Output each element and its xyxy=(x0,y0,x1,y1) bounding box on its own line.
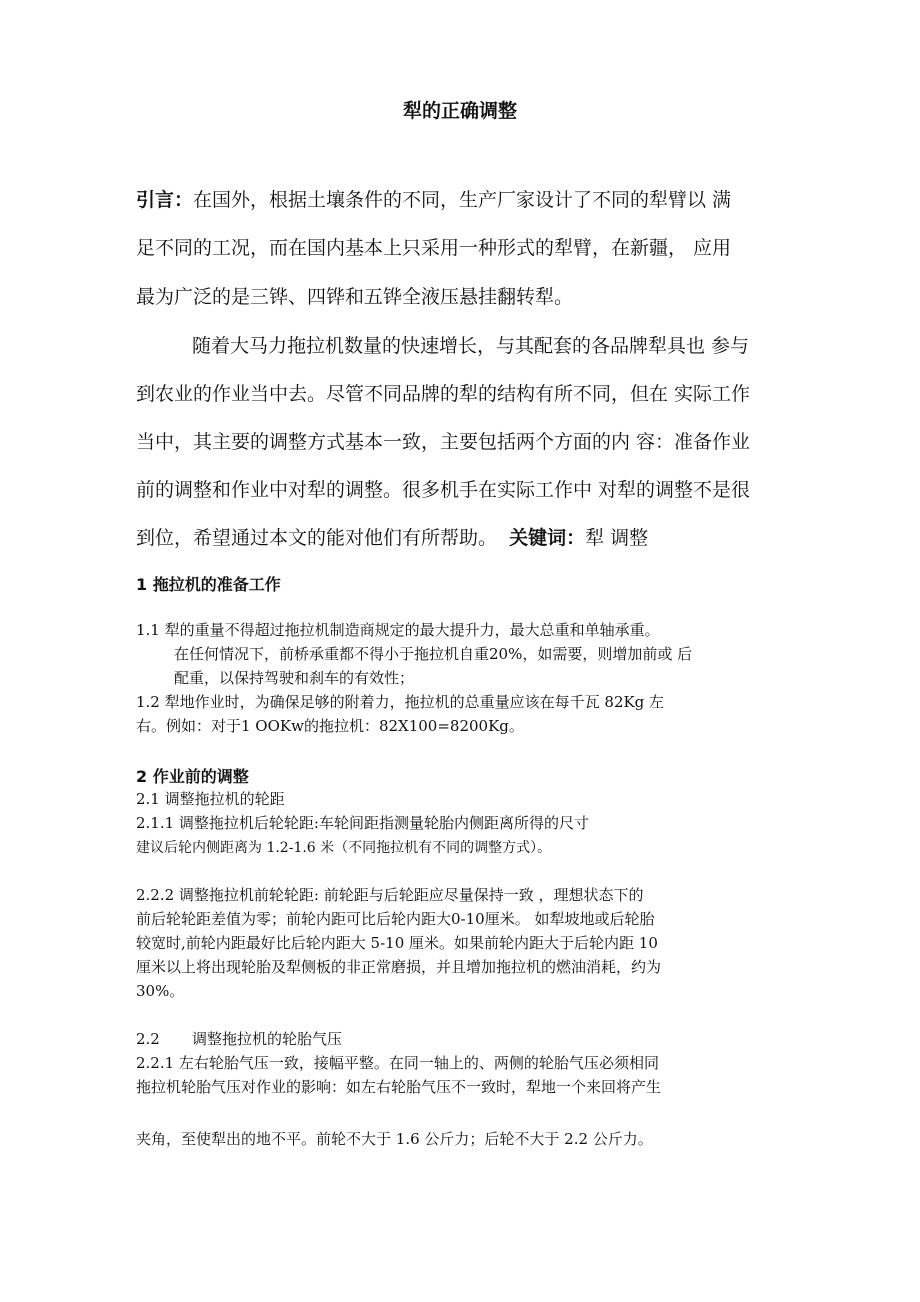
intro-line-2: 足不同的工况，而在国内基本上只采用一种形式的犁臂，在新疆， 应用 xyxy=(136,237,732,259)
para-2-2-2-line-3: 较宽时,前轮内距最好比后轮内距大 5-10 厘米。如果前轮内距大于后轮内距 10 xyxy=(136,934,658,952)
sub-2-2-number: 2.2 xyxy=(136,1030,160,1048)
para-1-1-line-1: 1.1 犁的重量不得超过拖拉机制造商规定的最大提升力，最大总重和单轴承重。 xyxy=(136,621,660,639)
para-2-2-2-line-4: 厘米以上将出现轮胎及犁侧板的非正常磨损，并且增加拖拉机的燃油消耗，约为 xyxy=(136,958,662,976)
para2-line-3: 当中，其主要的调整方式基本一致，主要包括两个方面的内 容：准备作业 xyxy=(136,431,751,453)
page-title: 犁的正确调整 xyxy=(402,100,517,122)
para-1-1-line-3: 配重，以保持驾驶和刹车的有效性； xyxy=(174,669,415,687)
para-2-2-1-line-2: 拖拉机轮胎气压对作业的影响：如左右轮胎气压不一致时，犁地一个来回将产生 xyxy=(136,1078,662,1096)
intro-label: 引言： xyxy=(136,189,194,211)
section-2-heading: 2 作业前的调整 xyxy=(136,767,249,786)
para-2-2-2-line-2: 前后轮轮距差值为零；前轮内距可比后轮内距大0-10厘米。 如犁坡地或后轮胎 xyxy=(136,910,655,928)
keywords-label: 关键词： xyxy=(509,527,586,549)
sub-2-2-title: 调整拖拉机的轮胎气压 xyxy=(192,1030,343,1048)
para2-line-5: 到位，希望通过本文的能对他们有所帮助。 关键词：犁 调整 xyxy=(136,527,649,549)
para-2-2-2-line-1: 2.2.2 调整拖拉机前轮轮距: 前轮距与后轮距应尽量保持一致 ，理想状态下的 xyxy=(136,886,644,904)
sub-2-1-1-note: 建议后轮内侧距离为 1.2-1.6 米（不同拖拉机有不同的调整方式）。 xyxy=(136,840,552,856)
para-2-2-1-line-3: 夹角，至使犁出的地不平。前轮不大于 1.6 公斤力；后轮不大于 2.2 公斤力。 xyxy=(136,1130,653,1148)
para-2-2-2-line-5: 30%。 xyxy=(136,982,185,1000)
para-1-2-line-1: 1.2 犁地作业时，为确保足够的附着力，拖拉机的总重量应该在每千瓦 82Kg 左 xyxy=(136,693,665,711)
keywords: 犁 调整 xyxy=(585,527,649,549)
para-2-2-1-line-1: 2.2.1 左右轮胎气压一致，接幅平整。在同一轴上的、两侧的轮胎气压必须相同 xyxy=(136,1054,659,1072)
sub-2-1: 2.1 调整拖拉机的轮距 xyxy=(136,790,285,808)
para-1-2-line-2: 右。例如：对于1 OOKw的拖拉机：82X100=8200Kg。 xyxy=(136,717,524,735)
para2-line-2: 到农业的作业当中去。尽管不同品牌的犁的结构有所不同，但在 实际工作 xyxy=(136,383,751,405)
intro-line-3: 最为广泛的是三铧、四铧和五铧全液压悬挂翻转犁。 xyxy=(136,286,574,308)
section-1-heading: 1 拖拉机的准备工作 xyxy=(136,575,281,594)
para2-line-1: 随着大马力拖拉机数量的快速增长，与其配套的各品牌犁具也 参与 xyxy=(192,335,750,357)
para-1-1-line-2: 在任何情况下，前桥承重都不得小于拖拉机自重20%，如需要，则增加前或 后 xyxy=(174,645,693,663)
sub-2-1-1: 2.1.1 调整拖拉机后轮轮距:车轮间距指测量轮胎内侧距离所得的尺寸 xyxy=(136,814,589,832)
intro-line-1: 引言：在国外，根据土壤条件的不同，生产厂家设计了不同的犁臂以 满 xyxy=(136,189,732,211)
para2-line-4: 前的调整和作业中对犁的调整。很多机手在实际工作中 对犁的调整不是很 xyxy=(136,479,751,501)
